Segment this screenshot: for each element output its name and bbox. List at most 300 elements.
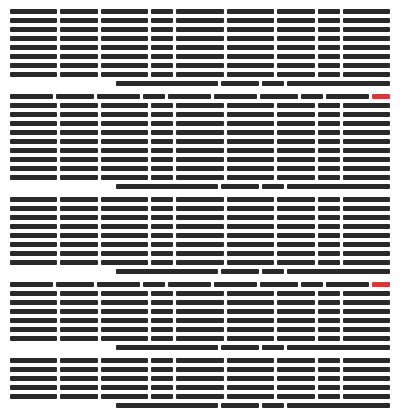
text-word	[116, 184, 219, 189]
text-word	[343, 233, 390, 238]
text-word	[227, 63, 274, 68]
text-word	[221, 184, 259, 189]
text-word	[10, 94, 53, 99]
text-word	[151, 215, 173, 220]
text-line	[10, 184, 390, 189]
text-word	[60, 367, 98, 372]
text-word	[60, 148, 98, 153]
text-word	[116, 81, 219, 86]
text-word	[318, 309, 340, 314]
text-word	[318, 215, 340, 220]
text-word	[277, 215, 315, 220]
text-word	[101, 36, 148, 41]
text-word	[301, 94, 323, 99]
text-line	[10, 251, 390, 256]
text-word	[318, 139, 340, 144]
text-word	[343, 376, 390, 381]
text-line	[10, 309, 390, 314]
text-word	[101, 309, 148, 314]
text-word	[277, 224, 315, 229]
text-word	[101, 394, 148, 399]
text-word	[101, 327, 148, 332]
text-word	[176, 291, 223, 296]
text-word	[277, 18, 315, 23]
text-word	[176, 260, 223, 265]
text-word	[227, 157, 274, 162]
text-word	[318, 72, 340, 77]
text-word	[151, 327, 173, 332]
text-word	[227, 112, 274, 117]
text-word	[56, 282, 94, 287]
text-word	[10, 376, 57, 381]
text-word	[151, 300, 173, 305]
text-word	[60, 166, 98, 171]
text-word	[343, 336, 390, 341]
text-word	[60, 121, 98, 126]
text-word	[60, 260, 98, 265]
text-word	[326, 94, 369, 99]
text-word	[227, 260, 274, 265]
text-word	[151, 112, 173, 117]
text-word	[60, 327, 98, 332]
text-word	[10, 309, 57, 314]
text-line	[10, 81, 390, 86]
text-word	[151, 27, 173, 32]
text-word	[343, 166, 390, 171]
text-word	[176, 233, 223, 238]
text-word	[277, 72, 315, 77]
text-word	[262, 184, 284, 189]
text-word	[227, 139, 274, 144]
text-word	[101, 166, 148, 171]
text-word	[318, 166, 340, 171]
text-word	[277, 36, 315, 41]
text-word	[101, 27, 148, 32]
text-word	[343, 175, 390, 180]
text-word	[60, 385, 98, 390]
text-word	[116, 403, 219, 408]
text-word	[60, 130, 98, 135]
text-word	[151, 206, 173, 211]
text-word	[277, 394, 315, 399]
text-word	[318, 251, 340, 256]
text-line	[10, 242, 390, 247]
text-word	[151, 224, 173, 229]
text-line	[10, 148, 390, 153]
text-word	[343, 121, 390, 126]
text-word	[60, 215, 98, 220]
text-word	[277, 166, 315, 171]
text-word	[343, 103, 390, 108]
text-word	[101, 72, 148, 77]
text-word	[10, 394, 57, 399]
text-word	[227, 18, 274, 23]
text-word	[151, 336, 173, 341]
text-word	[343, 63, 390, 68]
text-word	[227, 206, 274, 211]
text-word	[176, 175, 223, 180]
text-word	[151, 166, 173, 171]
text-word	[277, 45, 315, 50]
text-word	[60, 336, 98, 341]
text-line	[10, 403, 390, 408]
text-word	[318, 130, 340, 135]
text-word	[101, 260, 148, 265]
text-word	[176, 242, 223, 247]
text-word	[227, 242, 274, 247]
text-word	[151, 197, 173, 202]
text-word	[151, 148, 173, 153]
text-word	[10, 385, 57, 390]
text-word	[176, 318, 223, 323]
text-word	[101, 148, 148, 153]
text-word	[277, 139, 315, 144]
text-word	[60, 63, 98, 68]
text-word	[151, 63, 173, 68]
text-word	[227, 197, 274, 202]
text-line	[10, 367, 390, 372]
text-word	[343, 27, 390, 32]
text-word	[343, 72, 390, 77]
text-word	[343, 206, 390, 211]
text-word	[277, 300, 315, 305]
text-word	[60, 45, 98, 50]
text-word	[176, 121, 223, 126]
text-word	[176, 336, 223, 341]
text-word	[176, 63, 223, 68]
text-word	[60, 233, 98, 238]
text-word	[10, 206, 57, 211]
text-word	[176, 358, 223, 363]
text-word	[318, 63, 340, 68]
text-word	[60, 358, 98, 363]
text-word	[262, 345, 284, 350]
text-word	[101, 121, 148, 126]
text-word	[176, 103, 223, 108]
text-word	[343, 9, 390, 14]
text-word	[151, 385, 173, 390]
text-word	[101, 215, 148, 220]
text-word	[176, 367, 223, 372]
text-word	[301, 282, 323, 287]
text-word	[227, 148, 274, 153]
text-word	[262, 81, 284, 86]
text-word	[151, 318, 173, 323]
text-word	[101, 54, 148, 59]
text-word	[151, 291, 173, 296]
text-line	[10, 121, 390, 126]
text-word	[318, 385, 340, 390]
text-word	[176, 9, 223, 14]
text-word	[318, 206, 340, 211]
text-word	[10, 45, 57, 50]
text-word	[343, 318, 390, 323]
text-line	[10, 45, 390, 50]
text-line	[10, 157, 390, 162]
text-word	[101, 242, 148, 247]
text-word	[151, 45, 173, 50]
text-word	[10, 112, 57, 117]
text-word	[227, 300, 274, 305]
text-word	[227, 54, 274, 59]
text-word	[101, 336, 148, 341]
text-line	[10, 18, 390, 23]
text-word	[116, 345, 219, 350]
text-line	[10, 206, 390, 211]
text-word	[101, 385, 148, 390]
text-word	[176, 300, 223, 305]
text-word	[176, 139, 223, 144]
text-word	[343, 139, 390, 144]
text-word	[176, 148, 223, 153]
text-word	[227, 45, 274, 50]
text-word	[151, 309, 173, 314]
text-word	[60, 394, 98, 399]
text-word	[101, 251, 148, 256]
text-word	[277, 112, 315, 117]
text-word	[101, 139, 148, 144]
text-word	[168, 94, 211, 99]
text-word	[60, 18, 98, 23]
text-word	[60, 318, 98, 323]
text-word	[143, 94, 165, 99]
text-word	[151, 139, 173, 144]
text-word	[221, 345, 259, 350]
text-word	[10, 166, 57, 171]
text-word	[151, 103, 173, 108]
text-word	[318, 27, 340, 32]
text-word	[318, 394, 340, 399]
text-word	[343, 215, 390, 220]
text-line	[10, 27, 390, 32]
text-word	[227, 336, 274, 341]
text-word	[60, 36, 98, 41]
text-word	[151, 121, 173, 126]
text-word	[176, 385, 223, 390]
text-word	[10, 54, 57, 59]
text-word	[277, 376, 315, 381]
text-word	[101, 376, 148, 381]
text-word	[318, 121, 340, 126]
text-line	[10, 54, 390, 59]
text-word	[227, 367, 274, 372]
text-word	[56, 94, 94, 99]
text-word	[60, 112, 98, 117]
text-word	[116, 269, 219, 274]
text-line	[10, 224, 390, 229]
text-word	[221, 269, 259, 274]
text-word	[60, 291, 98, 296]
text-word	[227, 130, 274, 135]
text-word	[260, 94, 298, 99]
text-word	[151, 358, 173, 363]
text-word	[318, 45, 340, 50]
text-word	[318, 300, 340, 305]
text-line	[10, 233, 390, 238]
text-word	[343, 309, 390, 314]
text-word	[343, 358, 390, 363]
text-word	[287, 184, 390, 189]
text-word	[343, 45, 390, 50]
text-word	[262, 403, 284, 408]
text-line	[10, 358, 390, 363]
text-word	[326, 282, 369, 287]
text-word	[343, 148, 390, 153]
text-word	[287, 403, 390, 408]
text-word	[277, 54, 315, 59]
text-word	[343, 251, 390, 256]
text-word	[176, 130, 223, 135]
text-word	[168, 282, 211, 287]
text-word	[60, 103, 98, 108]
text-word	[277, 206, 315, 211]
text-word	[318, 175, 340, 180]
text-word	[176, 206, 223, 211]
text-word	[227, 233, 274, 238]
text-line	[10, 336, 390, 341]
text-word	[318, 260, 340, 265]
text-word	[343, 197, 390, 202]
text-word	[60, 9, 98, 14]
text-word	[151, 233, 173, 238]
text-word	[287, 269, 390, 274]
text-word	[262, 269, 284, 274]
text-word	[10, 121, 57, 126]
text-word	[60, 175, 98, 180]
text-word	[343, 224, 390, 229]
text-word	[10, 242, 57, 247]
text-word	[10, 282, 53, 287]
text-word	[60, 139, 98, 144]
text-word	[227, 327, 274, 332]
text-word	[343, 112, 390, 117]
text-word	[277, 251, 315, 256]
text-word	[10, 215, 57, 220]
text-word	[227, 376, 274, 381]
text-word	[10, 251, 57, 256]
text-word	[277, 242, 315, 247]
text-word	[343, 130, 390, 135]
text-word	[151, 367, 173, 372]
text-word	[227, 358, 274, 363]
text-word	[176, 376, 223, 381]
text-word	[277, 63, 315, 68]
text-line	[10, 72, 390, 77]
text-word	[151, 18, 173, 23]
text-word	[176, 215, 223, 220]
text-word	[343, 385, 390, 390]
text-word	[101, 112, 148, 117]
text-word	[97, 94, 140, 99]
text-word	[343, 291, 390, 296]
text-word	[227, 36, 274, 41]
text-line	[10, 318, 390, 323]
text-word	[101, 18, 148, 23]
text-word	[151, 54, 173, 59]
text-word	[277, 336, 315, 341]
text-word	[151, 130, 173, 135]
text-line	[10, 94, 390, 99]
text-word	[10, 103, 57, 108]
text-word	[227, 291, 274, 296]
text-line	[10, 103, 390, 108]
text-word	[60, 242, 98, 247]
text-line	[10, 112, 390, 117]
text-word	[151, 9, 173, 14]
text-word	[277, 260, 315, 265]
text-word	[318, 358, 340, 363]
text-line	[10, 197, 390, 202]
text-line	[10, 291, 390, 296]
text-word	[277, 148, 315, 153]
text-word	[176, 54, 223, 59]
text-word	[318, 112, 340, 117]
text-word	[277, 175, 315, 180]
text-word	[101, 45, 148, 50]
text-word	[101, 157, 148, 162]
text-line	[10, 345, 390, 350]
text-word	[318, 103, 340, 108]
text-line	[10, 260, 390, 265]
inline-red-label	[372, 94, 390, 99]
text-line	[10, 385, 390, 390]
text-word	[176, 72, 223, 77]
text-word	[10, 175, 57, 180]
text-word	[60, 72, 98, 77]
text-word	[214, 94, 257, 99]
text-word	[151, 376, 173, 381]
text-word	[343, 367, 390, 372]
text-word	[10, 148, 57, 153]
text-word	[227, 121, 274, 126]
text-word	[227, 215, 274, 220]
text-word	[101, 358, 148, 363]
text-word	[227, 385, 274, 390]
text-word	[176, 224, 223, 229]
text-word	[318, 224, 340, 229]
text-word	[221, 81, 259, 86]
text-word	[277, 121, 315, 126]
text-word	[277, 309, 315, 314]
text-word	[318, 18, 340, 23]
text-word	[60, 206, 98, 211]
text-word	[10, 139, 57, 144]
text-word	[10, 130, 57, 135]
text-line	[10, 130, 390, 135]
text-word	[101, 367, 148, 372]
text-word	[10, 318, 57, 323]
text-word	[343, 242, 390, 247]
text-word	[227, 309, 274, 314]
text-word	[176, 251, 223, 256]
text-word	[151, 242, 173, 247]
text-line	[10, 215, 390, 220]
text-word	[277, 27, 315, 32]
text-word	[101, 9, 148, 14]
text-word	[60, 376, 98, 381]
text-line	[10, 63, 390, 68]
text-word	[277, 197, 315, 202]
text-word	[101, 318, 148, 323]
text-word	[227, 72, 274, 77]
text-word	[10, 367, 57, 372]
text-word	[277, 130, 315, 135]
text-word	[227, 251, 274, 256]
text-word	[343, 260, 390, 265]
text-word	[343, 394, 390, 399]
text-word	[318, 9, 340, 14]
text-word	[176, 197, 223, 202]
